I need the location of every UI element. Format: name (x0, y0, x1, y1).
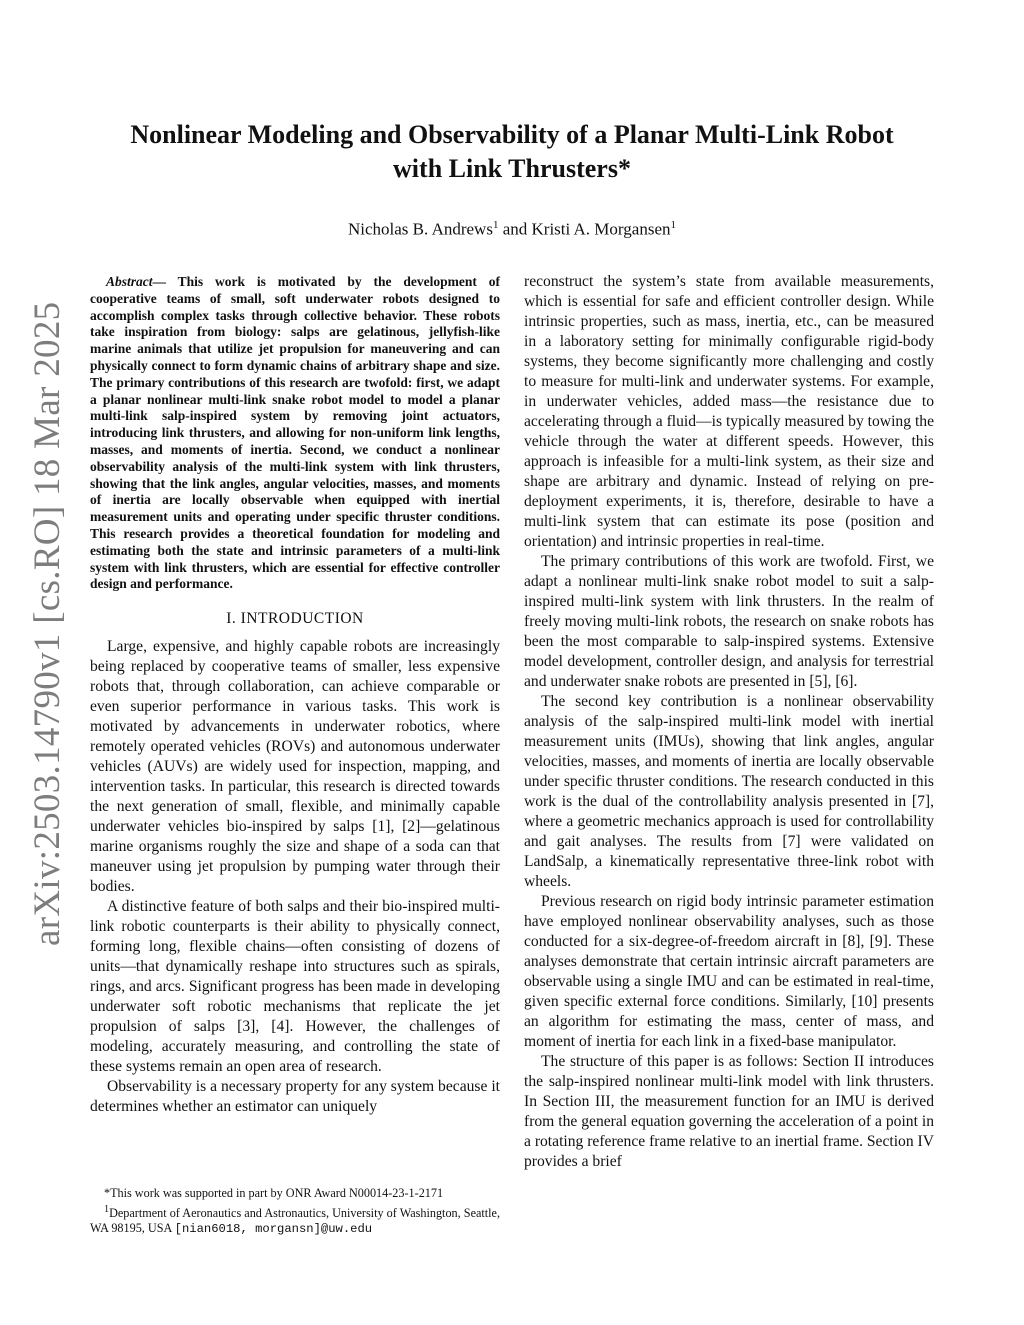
author-2: Kristi A. Morgansen (531, 219, 671, 239)
author-emails[interactable]: [nian6018, morgansn]@uw.edu (174, 1222, 373, 1237)
title-line-1: Nonlinear Modeling and Observability of a Planar Multi-Link Robot (130, 120, 894, 149)
paragraph: A distinctive feature of both salps and their bio-inspired multi-link robotic counterparts is their ability to physically connect, forming long, flexible chains—often consisting of dozens of units—that dynamically reshape into structures such as spirals, rings, and arcs. Significant progress has been made in developing underwater soft robotic mechanisms that replicate the jet propulsion of salps [3], [4]. However, the challenges of modeling, accurately measuring, and controlling the state of these systems remain an open area of research. (90, 898, 500, 1076)
arxiv-identifier: arXiv:2503.14790v1 [cs.RO] 18 Mar 2025 (27, 301, 68, 946)
abstract-dash: — (152, 274, 178, 289)
author-separator: and (498, 219, 532, 239)
title-line-2: with Link Thrusters* (393, 154, 631, 183)
paragraph: Observability is a necessary property for any system because it determines whether an estimator can uniquely (90, 1078, 500, 1116)
footnote-affiliation-marker: 1 (104, 1203, 110, 1215)
footnote-affiliation (90, 1202, 500, 1238)
paragraph: The second key contribution is a nonlinear observability analysis of the salp-inspired multi-link model with inertial measurement units (IMUs), showing that link angles, angular velocities, masses, and moments of inertia are locally observable under specific thruster conditions. The research conducted in this work is the dual of the controllability analysis presented in [7], where a geometric mechanics approach is used for controllability and gait analyses. The results from [7] were validated on LandSalp, a kinematically representative three-link robot with wheels. (524, 693, 934, 890)
footnote-affiliation-text: Department of Aeronautics and Astronautics, University of Washington, Seattle, WA 98195, USA (90, 1205, 500, 1236)
paragraph: Previous research on rigid body intrinsic parameter estimation have employed nonlinear observability analyses, such as those conducted for a six-degree-of-freedom aircraft in [8], [9]. These analyses demonstrate that certain intrinsic aircraft parameters are observable using a single IMU and can be estimated in real-time, given specific external force conditions. Similarly, [10] presents an algorithm for estimating the mass, center of mass, and moment of inertia for each link in a fixed-base manipulator. (524, 893, 934, 1050)
paper-title (90, 118, 934, 186)
right-column (524, 272, 934, 1172)
abstract-label: Abstract (106, 274, 153, 289)
author-1: Nicholas B. Andrews (347, 219, 493, 239)
paragraph: Large, expensive, and highly capable robots are increasingly being replaced by cooperative teams of smaller, less expensive robots that, through collaboration, can achieve comparable or even superior performance in various tasks. This work is motivated by advancements in underwater robotics, where remotely operated vehicles (ROVs) and autonomous underwater vehicles (AUVs) are widely used for inspection, mapping, and intervention tasks. In particular, this research is directed towards the next generation of small, flexible, and minimally capable underwater vehicles bio-inspired by salps [1], [2]—gelatinous marine organisms roughly the size and shape of a soda can that maneuver using jet propulsion by pumping water through their bodies. (90, 638, 500, 896)
abstract (90, 274, 500, 593)
author-list (90, 213, 934, 242)
footnote-funding: *This work was supported in part by ONR Award N00014-23-1-2171 (104, 1186, 444, 1200)
author-1-affiliation: 1 (492, 219, 499, 231)
abstract-text: This work is motivated by the development of cooperative teams of small, soft underwater robots designed to accomplish complex tasks through collective behavior. These robots take inspiration from biology: salps are gelatinous, jellyfish-like marine animals that utilize jet propulsion for maneuvering and can physically connect to form dynamic chains of arbitrary shape and size. The primary contributions of this research are twofold: first, we adapt a planar nonlinear multi-link snake robot model to model a planar multi-link salp-inspired system by removing joint actuators, introducing link thrusters, and allowing for non-uniform link lengths, masses, and moments of inertia. Second, we conduct a nonlinear observability analysis of the multi-link system with link thrusters, showing that the link angles, angular velocities, masses, and moments of inertia are locally observable when equipped with inertial measurement units and operating under specific thruster conditions. This research provides a theoretical foundation for modeling and estimating both the state and intrinsic parameters of a multi-link system with link thrusters, which are essential for effective controller design and performance. (90, 274, 501, 592)
paragraph: The structure of this paper is as follows: Section II introduces the salp-inspired nonlinear multi-link model with link thrusters. In Section III, the measurement function for an IMU is derived from the general equation governing the acceleration of a point in a rotating reference frame relative to an inertial frame. Section IV provides a brief (524, 1053, 934, 1170)
paragraph: reconstruct the system’s state from available measurements, which is essential for safe and efficient controller design. While intrinsic properties, such as mass, inertia, etc., can be measured in a laboratory setting for minimally configurable rigid-body systems, they become significantly more challenging and costly to measure for multi-link and underwater systems. For example, in underwater vehicles, added mass—the resistance due to accelerating through a fluid—is typically measured by towing the vehicle through the water at different speeds. However, this approach is infeasible for a multi-link system, as their size and shape are arbitrary and dynamic. Instead of relying on pre-deployment experiments, it is, therefore, desirable to have a multi-link system that can estimate its pose (position and orientation) and intrinsic properties in real-time. (524, 273, 934, 550)
footnotes (90, 1186, 500, 1238)
paragraph: The primary contributions of this work are twofold. First, we adapt a nonlinear multi-link snake robot model to suit a salp-inspired multi-link system with link thrusters. In the realm of freely moving multi-link robots, the research on snake robots has been the most comparable to salp-inspired systems. Extensive model development, controller design, and analysis for terrestrial and underwater snake robots are presented in [5], [6]. (524, 553, 934, 690)
left-column (90, 272, 500, 1117)
author-2-affiliation: 1 (670, 219, 676, 231)
section-heading-introduction: I. INTRODUCTION (226, 610, 364, 628)
